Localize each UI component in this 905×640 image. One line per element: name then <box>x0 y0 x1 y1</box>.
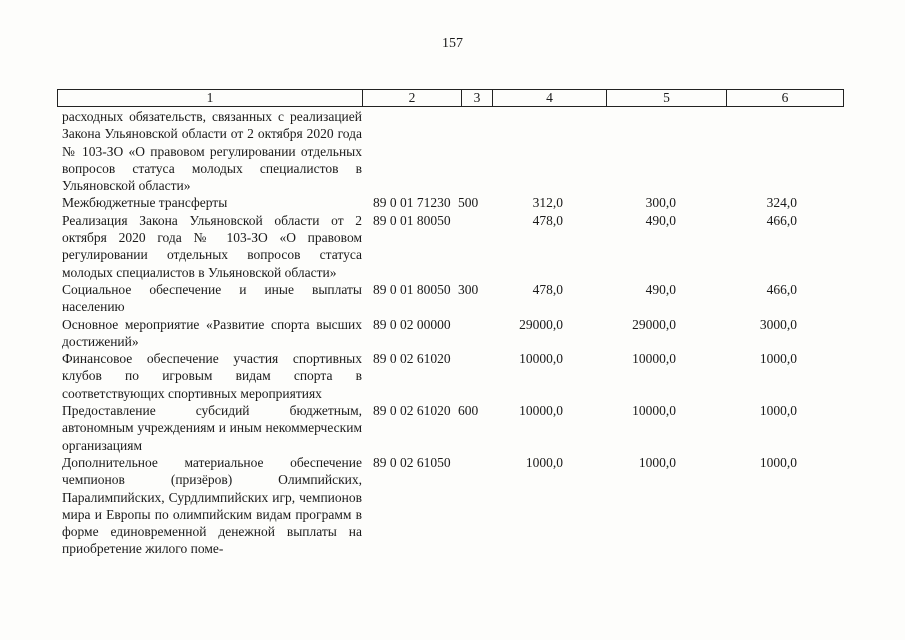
table-row <box>57 402 843 454</box>
row-description: Реализация Закона Ульяновской области от 2 октября 2020 года № 103-ЗО «О правовом регулировании отдельных вопросов статуса молодых специалистов в Ульяновской области» <box>62 212 362 280</box>
row-value-col6: 1000,0 <box>759 403 797 419</box>
row-value-col5 <box>596 108 718 194</box>
table-row <box>57 108 843 194</box>
table-row <box>57 454 843 558</box>
table-body <box>57 108 843 558</box>
row-value-col4: 29000,0 <box>519 316 563 332</box>
column-header-6: 6 <box>727 90 844 107</box>
row-code: 89 0 01 80050 <box>373 212 451 228</box>
row-value-col6: 1000,0 <box>759 351 797 367</box>
row-code: 89 0 01 80050 <box>373 281 451 297</box>
column-header-2: 2 <box>363 90 462 107</box>
row-code: 89 0 01 71230 <box>373 195 451 211</box>
row-value-col5: 10000,0 <box>632 403 676 419</box>
row-expense-type <box>455 108 486 194</box>
row-value-col5: 300,0 <box>645 195 676 211</box>
row-description: расходных обязательств, связанных с реализацией Закона Ульяновской области от 2 октября 2020 года № 103-ЗО «О правовом регулировании отдельных вопросов статуса молодых специалистов в Ульяновской области» <box>62 109 362 194</box>
row-value-col5: 1000,0 <box>638 454 676 470</box>
row-code: 89 0 02 00000 <box>373 316 451 332</box>
row-description: Основное мероприятие «Развитие спорта высших достижений» <box>62 316 362 349</box>
row-value-col6: 466,0 <box>766 281 797 297</box>
row-expense-type: 300 <box>458 281 479 297</box>
table-row <box>57 316 843 351</box>
row-value-col5: 490,0 <box>645 212 676 228</box>
table-header <box>57 89 844 107</box>
column-header-3: 3 <box>462 90 493 107</box>
row-code: 89 0 02 61050 <box>373 454 451 470</box>
row-value-col4: 478,0 <box>532 281 563 297</box>
row-description: Финансовое обеспечение участия спортивных клубов по игровым видам спорта в соответствующих спортивных мероприятиях <box>62 351 362 401</box>
column-header-1: 1 <box>58 90 363 107</box>
row-value-col6: 3000,0 <box>759 316 797 332</box>
row-value-col5: 29000,0 <box>632 316 676 332</box>
row-value-col4: 10000,0 <box>519 403 563 419</box>
row-expense-type <box>455 454 486 558</box>
table-row <box>57 194 843 211</box>
row-expense-type <box>455 212 486 281</box>
row-code: 89 0 02 61020 <box>373 403 451 419</box>
page-number: 157 <box>442 36 463 51</box>
row-value-col4 <box>486 108 596 194</box>
row-value-col4: 312,0 <box>532 195 563 211</box>
row-code: 89 0 02 61020 <box>373 351 451 367</box>
row-value-col6: 1000,0 <box>759 454 797 470</box>
row-description: Социальное обеспечение и иные выплаты населению <box>62 281 362 315</box>
row-expense-type <box>455 350 486 402</box>
row-value-col4: 1000,0 <box>525 454 563 470</box>
table-row <box>57 281 843 316</box>
column-header-5: 5 <box>607 90 727 107</box>
row-expense-type: 500 <box>458 195 479 211</box>
row-description: Межбюджетные трансферты <box>62 195 228 211</box>
row-value-col6 <box>718 108 833 194</box>
row-description: Предоставление субсидий бюджетным, автономным учреждениям и иным некоммерческим организациям <box>62 403 362 453</box>
row-value-col5: 490,0 <box>645 281 676 297</box>
table-row <box>57 212 843 281</box>
column-header-4: 4 <box>493 90 607 107</box>
row-expense-type: 600 <box>458 403 479 419</box>
row-value-col4: 10000,0 <box>519 351 563 367</box>
row-value-col5: 10000,0 <box>632 351 676 367</box>
table-row <box>57 350 843 402</box>
row-value-col6: 324,0 <box>766 195 797 211</box>
row-code <box>362 108 455 194</box>
row-value-col6: 466,0 <box>766 212 797 228</box>
row-expense-type <box>455 316 486 351</box>
row-description: Дополнительное материальное обеспечение чемпионов (призёров) Олимпийских, Паралимпийских, Сурдлимпийских игр, чемпионов мира и Европы по олимпийским видам программ в форме единовременной денежной выплаты на приобретение жилого поме- <box>62 454 362 557</box>
row-value-col4: 478,0 <box>532 212 563 228</box>
